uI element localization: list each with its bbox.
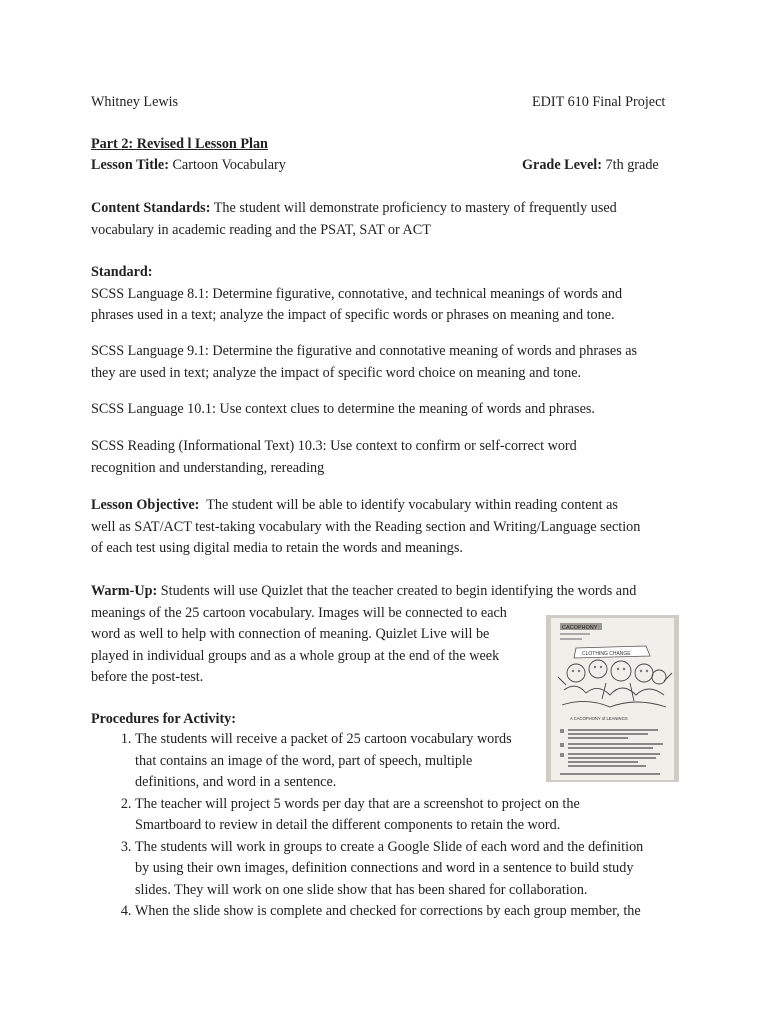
grade-level-line — [522, 155, 659, 177]
standard-label: Standard: — [91, 264, 153, 280]
standard-item: SCSS Language 10.1: Use context clues to determine the meaning of words and phrases. — [91, 401, 595, 417]
content-standards-label: Content Standards: — [91, 200, 211, 216]
warm-up-line: word as well to help with connection of meaning. Quizlet Live will be — [91, 626, 490, 642]
lesson-objective-line: well as SAT/ACT test-taking vocabulary with the Reading section and Writing/Language section — [91, 518, 641, 535]
warm-up-line: Students will use Quizlet that the teacher created to begin identifying the words and — [157, 583, 637, 599]
procedure-item — [135, 837, 725, 902]
warm-up-line: before the post-test. — [91, 669, 204, 685]
standard-section — [91, 262, 681, 327]
procedure-line: slides. They will work on one slide show that has been shared for collaboration. — [135, 881, 588, 898]
lesson-title-value: Cartoon Vocabulary — [168, 157, 286, 173]
content-standards-line: vocabulary in academic reading and the PSAT, SAT or ACT — [91, 221, 431, 238]
standard-section-2 — [91, 341, 681, 384]
procedure-item — [135, 794, 725, 837]
procedure-item — [135, 901, 725, 923]
warm-up-line: played in individual groups and as a whole group at the end of the week — [91, 647, 500, 664]
procedure-line: that contains an image of the word, part of speech, multiple — [135, 752, 473, 769]
standard-item: SCSS Reading (Informational Text) 10.3: Use context to confirm or self-correct word — [91, 438, 577, 454]
lesson-objective-line: of each test using digital media to retain the words and meanings. — [91, 540, 463, 556]
procedure-item — [135, 729, 725, 794]
grade-level-label: Grade Level: — [522, 157, 602, 173]
procedure-line: Smartboard to review in detail the different components to retain the word. — [135, 817, 561, 833]
author-name: Whitney Lewis — [91, 94, 179, 110]
standard-item: phrases used in a text; analyze the impact of specific words or phrases on meaning and tone. — [91, 307, 615, 323]
grade-level-value: 7th grade — [601, 157, 659, 173]
content-standards — [91, 198, 681, 241]
procedure-line: 1. The students will receive a packet of 25 cartoon vocabulary words — [135, 731, 512, 747]
lesson-title-line — [91, 155, 286, 177]
lesson-objective — [91, 495, 681, 560]
standard-item: SCSS Language 8.1: Determine figurative, connotative, and technical meanings of words and — [91, 285, 623, 302]
photo-caption: A CACOPHONY of LEANINGS — [570, 716, 628, 721]
procedures-list — [91, 729, 725, 923]
photo-sign-text: CLOTHING CHANGE — [582, 651, 631, 657]
project-title: EDIT 610 Final Project — [532, 94, 666, 110]
procedure-line: by using their own images, definition connections and word in a sentence to build study — [135, 860, 634, 876]
procedures-label: Procedures for Activity: — [91, 711, 236, 727]
standard-item: SCSS Language 9.1: Determine the figurative and connotative meaning of words and phrases as — [91, 343, 638, 359]
standard-section-3 — [91, 399, 681, 421]
warm-up-label: Warm-Up: — [91, 583, 158, 599]
procedure-line: definitions, and word in a sentence. — [135, 774, 337, 790]
content-standards-line: The student will demonstrate proficiency to mastery of frequently used — [210, 200, 617, 216]
standard-item: recognition and understanding, rereading — [91, 459, 325, 476]
procedure-line: 2. The teacher will project 5 words per day that are a screenshot to project on the — [135, 795, 580, 812]
photo-header-word: CACOPHONY — [562, 625, 598, 631]
standard-section-4 — [91, 436, 681, 479]
procedure-line: 3. The students will work in groups to create a Google Slide of each word and the definition — [135, 838, 644, 855]
warm-up-line: meanings of the 25 cartoon vocabulary. Images will be connected to each — [91, 604, 507, 621]
standard-item: they are used in text; analyze the impact of specific word choice on meaning and tone. — [91, 364, 582, 381]
procedure-line: 4. When the slide show is complete and checked for corrections by each group member, the — [135, 903, 641, 919]
lesson-title-label: Lesson Title: — [91, 157, 169, 173]
lesson-objective-label: Lesson Objective: — [91, 497, 200, 513]
lesson-objective-line: The student will be able to identify vocabulary within reading content as — [199, 497, 618, 513]
part-title: Part 2: Revised l Lesson Plan — [91, 136, 268, 152]
